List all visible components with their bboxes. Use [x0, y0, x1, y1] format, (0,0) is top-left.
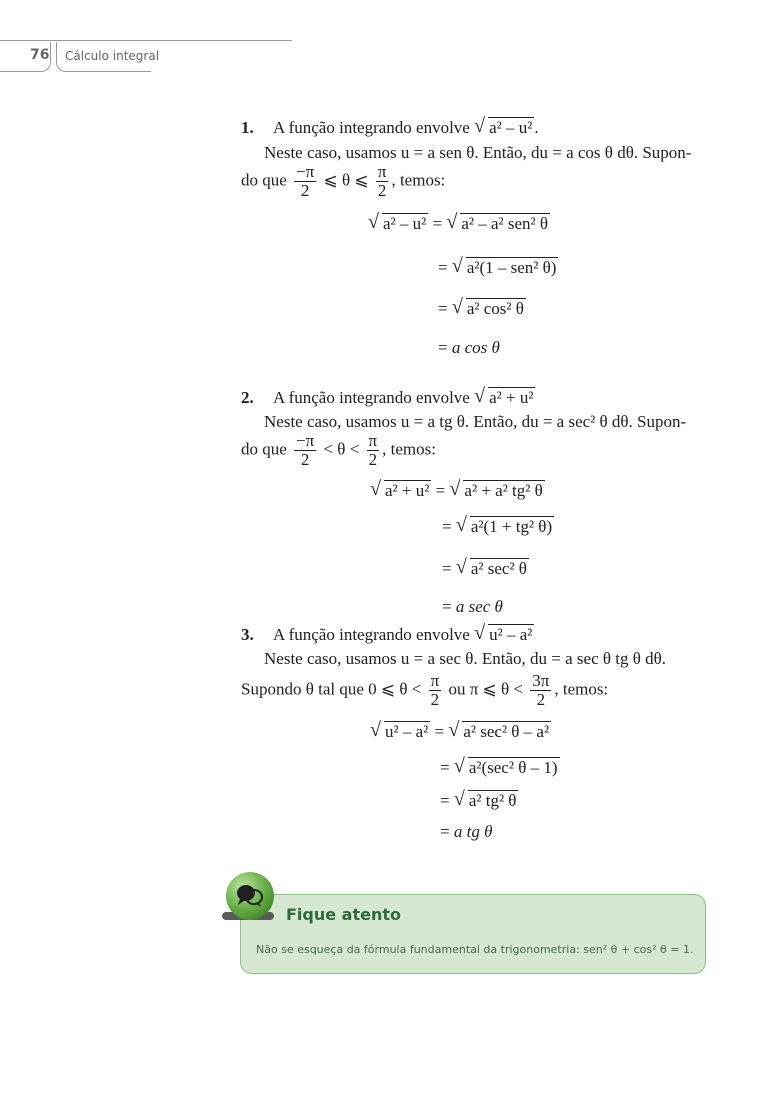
speech-bubble-glyph — [226, 872, 274, 920]
case3-number: 3. — [241, 625, 254, 644]
callout-title: Fique atento — [286, 905, 402, 924]
case1-frac-left: $\frac{-\pi}{2}$ — [296, 162, 315, 200]
case3-eq2: = √ a²(sec² θ – 1) — [440, 758, 560, 778]
callout-text: Não se esqueça da fórmula fundamental da trigonometria: sen² θ + cos² θ = 1. — [256, 943, 694, 956]
case1-heading: 1. A função integrando envolve √ a² – u² . — [241, 118, 539, 138]
case1-frac-right: $\frac{\pi}{2}$ — [377, 162, 387, 200]
chapter-title: Cálculo integral — [65, 49, 160, 63]
case2-title-sqrt: √ a² + u² — [474, 388, 535, 408]
case2-heading — [241, 388, 535, 408]
case1-intro-a: Neste caso, usamos u = a sen θ. Então, du = a cos θ dθ. Supon- — [264, 143, 692, 162]
case1-eq1: √ a² – u² = √ a² – a² sen² θ — [368, 214, 550, 234]
case3-heading — [241, 625, 534, 645]
case2-eq2: = √ a²(1 + tg² θ) — [442, 517, 554, 537]
case1-intro-b: do que $\frac{-\pi}{2}$ ⩽ θ ⩽ $\frac{\pi}{2}$ , temos: — [241, 162, 446, 200]
case3-intro-a: Neste caso, usamos u = a sec θ. Então, du = a sec θ tg θ dθ. — [264, 649, 667, 668]
case3-frac-2: $\frac{3\pi}{2}$ — [532, 671, 550, 709]
case3-title: A função integrando envolve — [273, 625, 470, 644]
speech-bubble-icon — [226, 872, 274, 920]
case2-eq1: √ a² + u² = √ a² + a² tg² θ — [370, 481, 545, 501]
case1-eq2: = √ a²(1 – sen² θ) — [438, 258, 558, 278]
case1-title-sqrt: √ a² – u² — [474, 118, 534, 138]
case1-title: A função integrando envolve — [273, 118, 470, 137]
case2-frac-left: $\frac{-\pi}{2}$ — [296, 431, 315, 469]
case1-number: 1. — [241, 118, 254, 137]
case2-title: A função integrando envolve — [273, 388, 470, 407]
case3-frac-1: $\frac{\pi}{2}$ — [430, 671, 440, 709]
case2-intro-b: do que $\frac{-\pi}{2}$ < θ < $\frac{\pi}{2}$ , temos: — [241, 431, 436, 469]
page-number: 76 — [30, 47, 50, 63]
case3-eq4: = a tg θ — [440, 822, 493, 841]
header-rule — [0, 40, 292, 41]
case2-number: 2. — [241, 388, 254, 407]
case3-intro-b: Supondo θ tal que 0 ⩽ θ < $\frac{\pi}{2}$ ou π ⩽ θ < $\frac{3\pi}{2}$ , temos: — [241, 671, 609, 709]
case1-eq3: = √ a² cos² θ — [438, 299, 526, 319]
case1-eq4: = a cos θ — [438, 338, 500, 357]
case3-eq3: = √ a² tg² θ — [440, 791, 518, 811]
case2-frac-right: $\frac{\pi}{2}$ — [368, 431, 378, 469]
case3-eq1: √ u² – a² = √ a² sec² θ – a² — [370, 722, 551, 742]
case2-intro-a: Neste caso, usamos u = a tg θ. Então, du = a sec² θ dθ. Supon- — [264, 412, 687, 431]
case2-eq3: = √ a² sec² θ — [442, 559, 529, 579]
case3-title-sqrt: √ u² – a² — [474, 625, 534, 645]
case2-eq4: = a sec θ — [442, 597, 503, 616]
